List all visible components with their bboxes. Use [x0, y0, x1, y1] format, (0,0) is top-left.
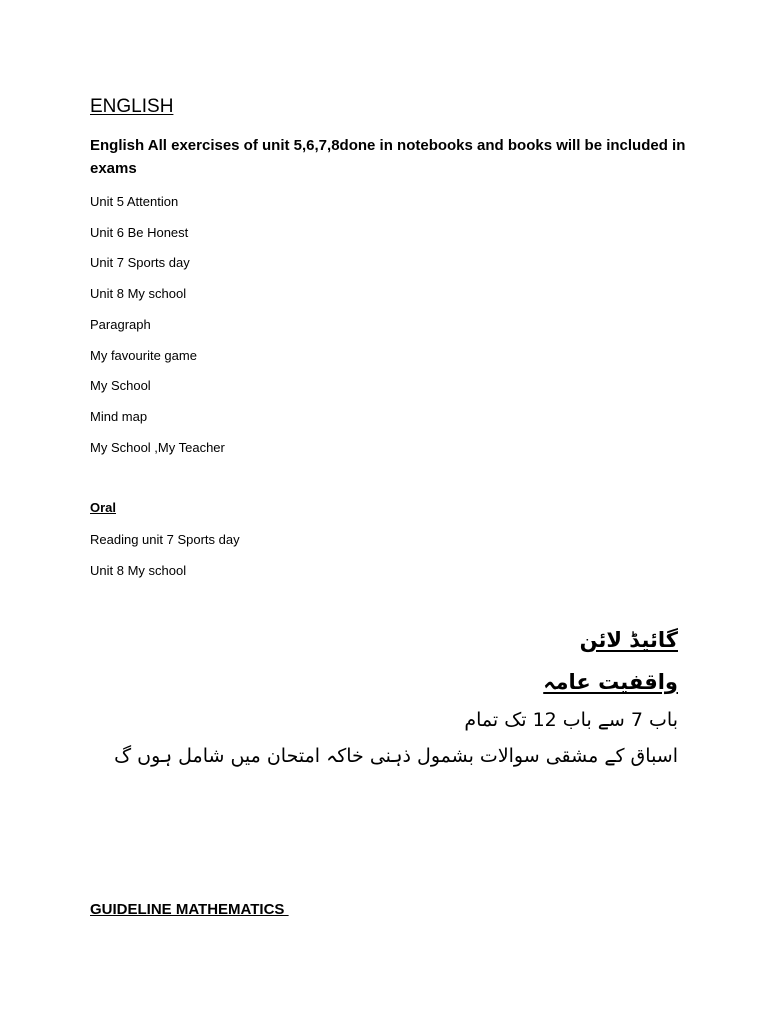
english-item-favourite-game: My favourite game	[90, 348, 197, 363]
urdu-subheading: واقفیت عامہ	[543, 670, 678, 694]
urdu-line-exercises: اسباق کے مشقی سوالات بشمول ذہنی خاکہ امتحان میں شامل ہوں گ	[114, 745, 678, 767]
english-item-unit5: Unit 5 Attention	[90, 194, 179, 209]
oral-item-unit8: Unit 8 My school	[90, 563, 187, 578]
english-item-unit7: Unit 7 Sports day	[90, 255, 190, 270]
math-heading: GUIDELINE MATHEMATICS	[90, 901, 289, 918]
urdu-heading: گائیڈ لائن	[579, 628, 678, 652]
oral-heading: Oral	[90, 500, 117, 515]
english-item-mind-map: Mind map	[90, 409, 148, 424]
english-item-paragraph: Paragraph	[90, 317, 151, 332]
english-item-my-school: My School	[90, 378, 151, 393]
english-item-school-teacher: My School ,My Teacher	[90, 440, 225, 455]
english-intro: English All exercises of unit 5,6,7,8done in notebooks and books will be included in exams	[90, 137, 686, 177]
urdu-line-chapters: باب 7 سے باب 12 تک تمام	[464, 709, 678, 731]
oral-item-reading: Reading unit 7 Sports day	[90, 532, 240, 547]
english-item-unit8: Unit 8 My school	[90, 286, 187, 301]
english-item-unit6: Unit 6 Be Honest	[90, 225, 189, 240]
english-heading: ENGLISH	[90, 96, 174, 117]
